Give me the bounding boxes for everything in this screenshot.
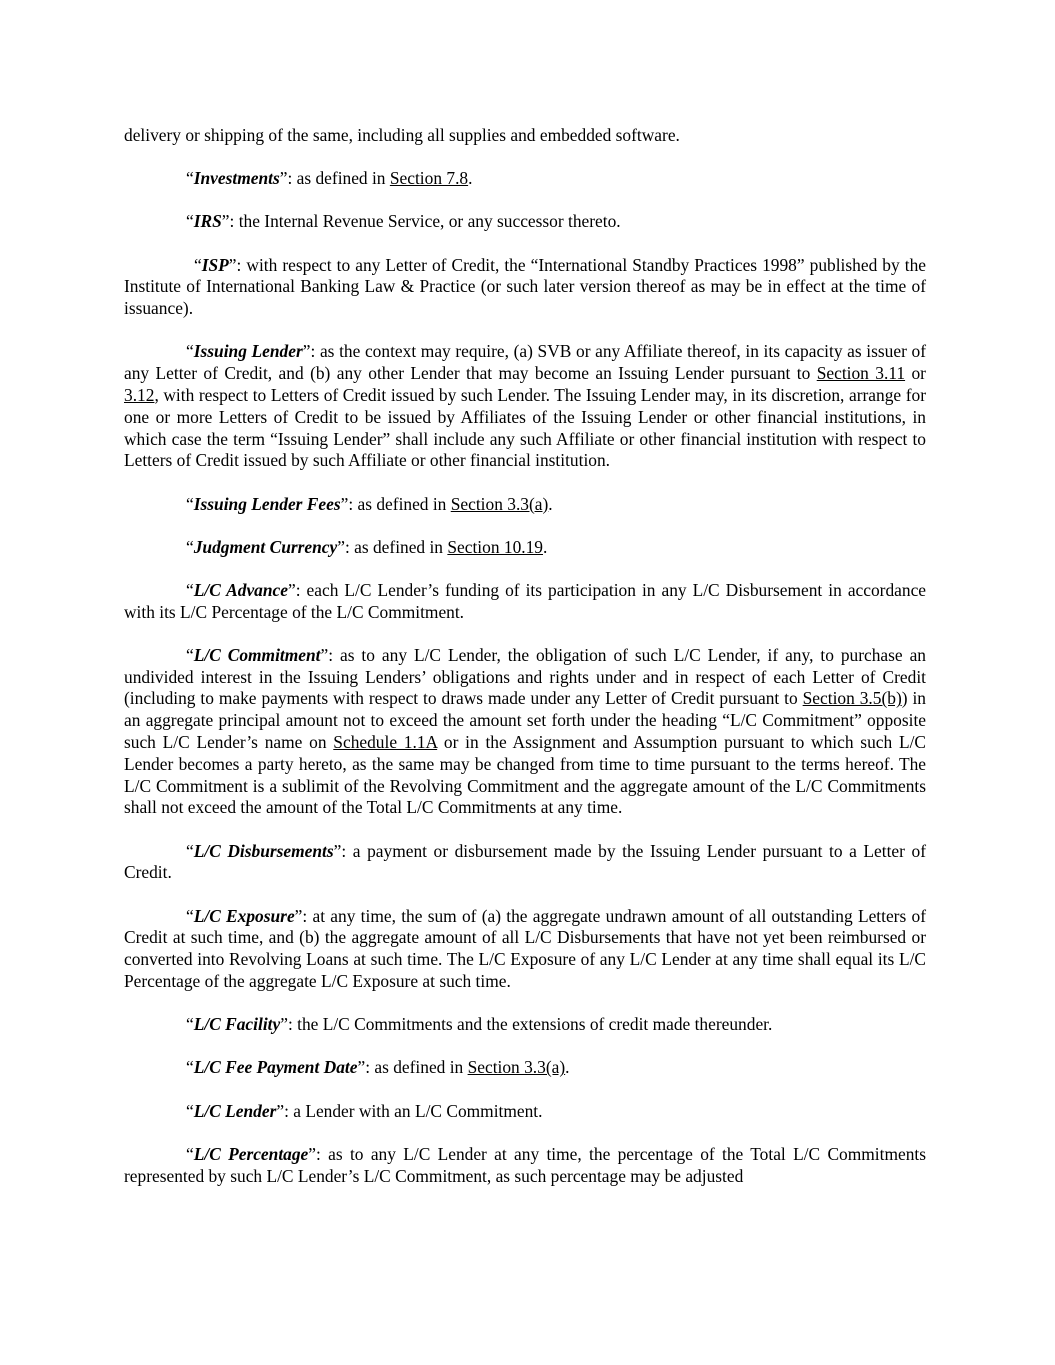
section-reference: Schedule 1.1A <box>333 732 438 753</box>
definition-text: : as to any L/C Lender at any time, the percentage of the Total L/C Commitments represented by such L/C Lender’s L/C Commitment, as such percentage may be adjusted <box>124 1143 927 1186</box>
document-page <box>124 125 926 1209</box>
definition-paragraph: “L/C Disbursements”: a payment or disbursement made by the Issuing Lender pursuant to a Letter of Credit. <box>124 840 926 883</box>
definition-text: : each L/C Lender’s funding of its participation in any L/C Disbursement in accordance with its L/C Percentage of the L/C Commitment. <box>124 579 927 622</box>
definition-paragraph: “L/C Percentage”: as to any L/C Lender at any time, the percentage of the Total L/C Commitments represented by such L/C Lender’s L/C Commitment, as such percentage may be adjusted <box>124 1143 927 1186</box>
defined-term: Issuing Lender <box>193 341 303 362</box>
defined-term: L/C Percentage <box>193 1143 309 1164</box>
definition-text: : a Lender with an L/C Commitment. <box>284 1100 543 1121</box>
defined-term: L/C Lender <box>193 1100 277 1121</box>
defined-term: L/C Exposure <box>193 905 295 926</box>
defined-term: Judgment Currency <box>193 536 338 557</box>
definition-text: : as defined in <box>344 536 448 557</box>
section-reference: Section 3.3(a) <box>467 1057 566 1078</box>
section-reference: 3.12 <box>124 384 155 405</box>
definition-text: : with respect to any Letter of Credit, the “International Standby Practices 1998” published by the Institute of International Banking Law & Practice (or such later version thereof as may be in effect at the time of issuance). <box>124 254 926 319</box>
definition-text: : a payment or disbursement made by the Issuing Lender pursuant to a Letter of Credit. <box>124 840 926 883</box>
definition-text: ) in an aggregate principal amount not to exceed the amount set forth under the heading “L/C Commitment” opposite such L/C Lender’s name on <box>124 688 926 753</box>
section-reference: Section 3.11 <box>816 363 906 384</box>
definition-paragraph: “IRS”: the Internal Revenue Service, or any successor thereto. <box>186 211 621 232</box>
defined-term: L/C Commitment <box>193 644 321 665</box>
definition-paragraph: “Issuing Lender”: as the context may require, (a) SVB or any Affiliate thereof, in its capacity as issuer of any Letter of Credit, and (b) any other Lender that may become an Issuing Lender pursuant to Section 3.11 or 3.12, with respect to Letters of Credit issued by such Lender. The Issuing Lender may, in its discretion, arrange for one or more Letters of Credit to be issued by Affiliates of the Issuing Lender or other financial institutions, in which case the term “Issuing Lender” shall include any such Affiliate or other financial institution with respect to Letters of Credit issued by such Affiliate or other financial institution. <box>124 341 927 471</box>
definition-text: or <box>905 363 926 384</box>
definition-paragraph: “L/C Exposure”: at any time, the sum of (a) the aggregate undrawn amount of all outstanding Letters of Credit at such time, and (b) the aggregate amount of all L/C Disbursements that have not yet been reimbursed or converted into Revolving Loans at such time. The L/C Exposure of any L/C Lender at any time shall equal its L/C Percentage of the aggregate L/C Exposure at such time. <box>124 905 926 992</box>
definition-text: : the Internal Revenue Service, or any successor thereto. <box>229 211 621 232</box>
definition-text: : as defined in <box>365 1057 468 1078</box>
definition-paragraph: “L/C Lender”: a Lender with an L/C Commitment. <box>186 1100 543 1121</box>
definition-text: . <box>543 536 548 557</box>
definition-paragraph: “ISP”: with respect to any Letter of Credit, the “International Standby Practices 1998” published by the Institute of International Banking Law & Practice (or such later version thereof as may be in effect at the time of issuance). <box>124 254 926 319</box>
definition-text: : the L/C Commitments and the extensions of credit made thereunder. <box>287 1014 773 1035</box>
definition-text: . <box>565 1057 570 1078</box>
definition-text: : as the context may require, (a) SVB or any Affiliate thereof, in its capacity as issuer of any Letter of Credit, and (b) any other Lender that may become an Issuing Lender pursuant to <box>124 341 927 384</box>
definitions-list <box>124 168 926 1187</box>
section-reference: Section 10.19 <box>447 536 543 557</box>
defined-term: L/C Advance <box>193 579 288 600</box>
definition-text: : as to any L/C Lender, the obligation of such L/C Lender, if any, to purchase an undivided interest in the Issuing Lenders’ obligations and rights under and in respect of each Letter of Credit (including to make payments with respect to draws made under any Letter of Credit pursuant to <box>124 644 926 709</box>
defined-term: L/C Fee Payment Date <box>193 1057 358 1078</box>
definition-text: : as defined in <box>348 493 451 514</box>
definition-paragraph: “Judgment Currency”: as defined in Section 10.19. <box>186 536 548 557</box>
definition-paragraph: “L/C Fee Payment Date”: as defined in Section 3.3(a). <box>186 1057 570 1078</box>
defined-term: IRS <box>193 211 222 232</box>
definition-text: . <box>548 493 553 514</box>
section-reference: Section 7.8 <box>389 168 469 189</box>
definition-text: , with respect to Letters of Credit issued by such Lender. The Issuing Lender may, in its discretion, arrange for one or more Letters of Credit to be issued by Affiliates of the Issuing Lender or other financial institutions, in which case the term “Issuing Lender” shall include any such Affiliate or other financial institution with respect to Letters of Credit issued by such Affiliate or other financial institution. <box>124 384 926 471</box>
definition-text: : as defined in <box>287 168 390 189</box>
definition-text: or in the Assignment and Assumption pursuant to which such L/C Lender becomes a party hereto, as the same may be changed from time to time pursuant to the terms hereof. The L/C Commitment is a sublimit of the Revolving Commitment and the aggregate amount of the L/C Commitments shall not exceed the amount of the Total L/C Commitments at any time. <box>124 732 927 818</box>
defined-term: ISP <box>201 254 229 275</box>
definition-paragraph: “L/C Facility”: the L/C Commitments and the extensions of credit made thereunder. <box>186 1014 773 1035</box>
definition-paragraph: “L/C Advance”: each L/C Lender’s funding of its participation in any L/C Disbursement in accordance with its L/C Percentage of the L/C Commitment. <box>124 579 927 622</box>
defined-term: Issuing Lender Fees <box>193 493 341 514</box>
continuation-paragraph: delivery or shipping of the same, including all supplies and embedded software. <box>124 125 680 145</box>
definition-paragraph: “Investments”: as defined in Section 7.8. <box>186 168 473 189</box>
section-reference: Section 3.5(b) <box>802 688 902 709</box>
definition-text: : at any time, the sum of (a) the aggregate undrawn amount of all outstanding Letters of Credit at such time, and (b) the aggregate amount of all L/C Disbursements that have not yet been reimbursed or converted into Revolving Loans at such time. The L/C Exposure of any L/C Lender at any time shall equal its L/C Percentage of the aggregate L/C Exposure at such time. <box>124 905 926 992</box>
defined-term: Investments <box>193 168 280 189</box>
definition-paragraph: “L/C Commitment”: as to any L/C Lender, the obligation of such L/C Lender, if any, to purchase an undivided interest in the Issuing Lenders’ obligations and rights under and in respect of each Letter of Credit (including to make payments with respect to draws made under any Letter of Credit pursuant to Section 3.5(b)) in an aggregate principal amount not to exceed the amount set forth under the heading “L/C Commitment” opposite such L/C Lender’s name on Schedule 1.1A or in the Assignment and Assumption pursuant to which such L/C Lender becomes a party hereto, as the same may be changed from time to time pursuant to the terms hereof. The L/C Commitment is a sublimit of the Revolving Commitment and the aggregate amount of the L/C Commitments shall not exceed the amount of the Total L/C Commitments at any time. <box>124 644 927 818</box>
definition-text: . <box>468 168 473 189</box>
section-reference: Section 3.3(a) <box>450 493 549 514</box>
defined-term: L/C Disbursements <box>193 840 334 861</box>
definition-paragraph: “Issuing Lender Fees”: as defined in Section 3.3(a). <box>186 493 553 514</box>
defined-term: L/C Facility <box>193 1014 281 1035</box>
